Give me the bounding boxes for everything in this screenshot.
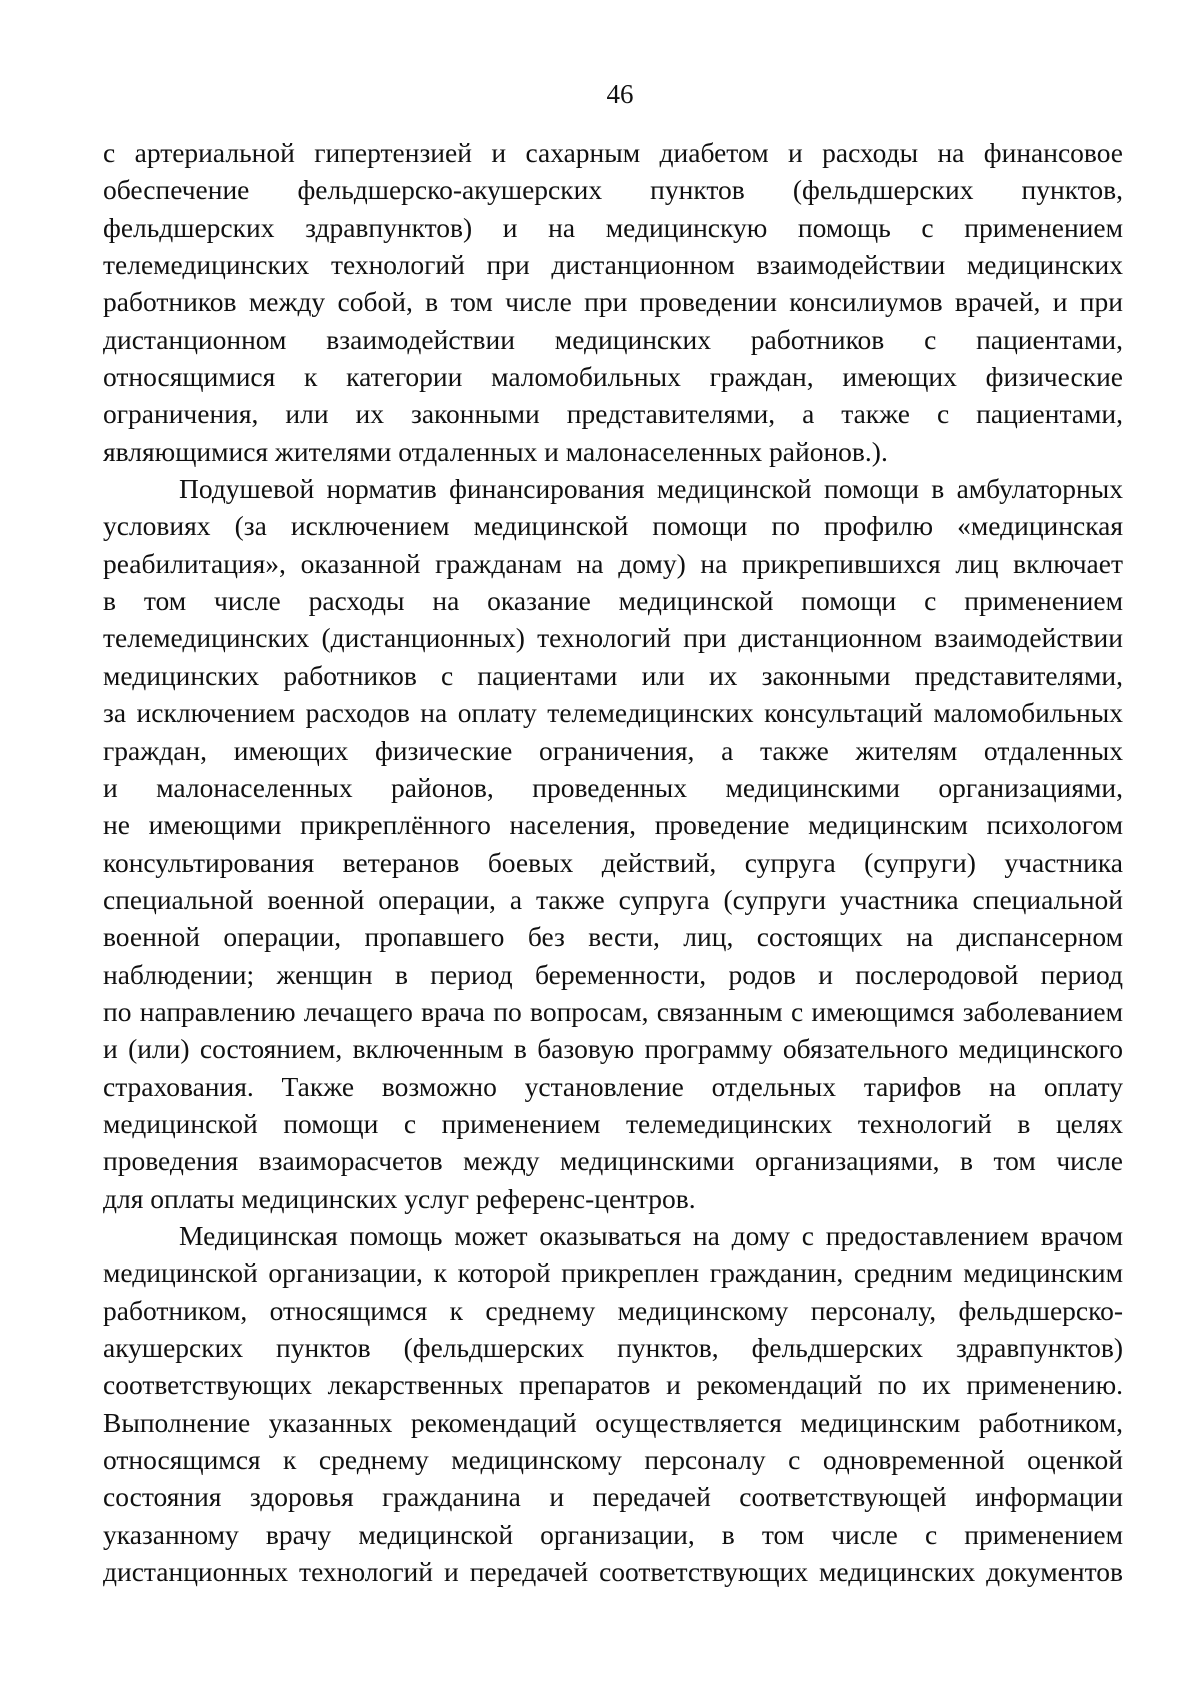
text-line: специальной военной операции, а также супруга (супруги участника специальной: [103, 883, 1123, 915]
text-line: для оплаты медицинских услуг референс-центров.: [103, 1182, 696, 1214]
text-line: акушерских пунктов (фельдшерских пунктов, фельдшерских здравпунктов): [103, 1332, 1123, 1363]
text-line: работников между собой, в том числе при проведении консилиумов врачей, и при: [103, 286, 1123, 318]
text-line: относящимися к категории маломобильных граждан, имеющих физические: [103, 361, 1123, 393]
text-line: проведения взаиморасчетов между медицинскими организациями, в том числе: [103, 1145, 1123, 1177]
text-line: работником, относящимся к среднему медицинскому персоналу, фельдшерско-: [103, 1294, 1123, 1326]
text-line: фельдшерских здравпунктов) и на медицинскую помощь с применением: [103, 211, 1123, 243]
text-line: являющимися жителями отдаленных и малонаселенных районов.).: [103, 435, 888, 467]
text-line: реабилитация», оказанной гражданам на дому) на прикрепившихся лиц включает: [103, 547, 1123, 579]
paragraph: [103, 134, 1123, 470]
text-line: Медицинская помощь может оказываться на дому с предоставлением врачом: [179, 1219, 1123, 1251]
text-line: и малонаселенных районов, проведенных медицинскими организациями,: [103, 771, 1123, 803]
text-line: соответствующих лекарственных препаратов и рекомендаций по их применению.: [103, 1369, 1123, 1401]
text-line: медицинской помощи с применением телемедицинских технологий в целях: [103, 1107, 1123, 1139]
text-line: указанному врачу медицинской организации, в том числе с применением: [103, 1518, 1123, 1550]
text-line: консультирования ветеранов боевых действий, супруга (супруги) участника: [103, 846, 1123, 878]
paragraph: [103, 470, 1123, 1217]
text-line: страхования. Также возможно установление отдельных тарифов на оплату: [103, 1070, 1123, 1102]
paragraph: [103, 1217, 1123, 1590]
text-line: состояния здоровья гражданина и передачей соответствующей информации: [103, 1481, 1123, 1513]
text-line: относящимся к среднему медицинскому персоналу с одновременной оценкой: [103, 1444, 1123, 1476]
text-line: за исключением расходов на оплату телемедицинских консультаций маломобильных: [103, 697, 1123, 729]
text-line: Подушевой норматив финансирования медицинской помощи в амбулаторных: [179, 473, 1123, 505]
text-line: и (или) состоянием, включенным в базовую программу обязательного медицинского: [103, 1033, 1123, 1065]
text-line: телемедицинских (дистанционных) технологий при дистанционном взаимодействии: [103, 622, 1123, 654]
text-line: медицинских работников с пациентами или их законными представителями,: [103, 659, 1123, 691]
document-body: [103, 134, 1123, 1590]
text-line: обеспечение фельдшерско-акушерских пунктов (фельдшерских пунктов,: [103, 174, 1123, 206]
text-line: наблюдении; женщин в период беременности, родов и послеродовой период: [103, 958, 1123, 990]
text-line: не имеющими прикреплённого населения, проведение медицинским психологом: [103, 809, 1123, 841]
text-line: ограничения, или их законными представителями, а также с пациентами,: [103, 398, 1123, 430]
text-line: в том числе расходы на оказание медицинской помощи с применением: [103, 585, 1123, 617]
text-line: дистанционном взаимодействии медицинских работников с пациентами,: [103, 323, 1123, 355]
text-line: условиях (за исключением медицинской помощи по профилю «медицинская: [103, 510, 1123, 542]
page-number: 46: [606, 79, 634, 109]
text-line: с артериальной гипертензией и сахарным диабетом и расходы на финансовое: [103, 137, 1123, 168]
text-line: телемедицинских технологий при дистанционном взаимодействии медицинских: [103, 249, 1123, 281]
text-line: дистанционных технологий и передачей соответствующих медицинских документов: [103, 1556, 1123, 1588]
text-line: граждан, имеющих физические ограничения, а также жителям отдаленных: [103, 734, 1123, 766]
text-line: по направлению лечащего врача по вопросам, связанным с имеющимся заболеванием: [103, 995, 1123, 1027]
text-line: медицинской организации, к которой прикреплен гражданин, средним медицинским: [103, 1257, 1123, 1289]
text-line: Выполнение указанных рекомендаций осуществляется медицинским работником,: [103, 1406, 1123, 1438]
text-line: военной операции, пропавшего без вести, лиц, состоящих на диспансерном: [103, 921, 1123, 953]
